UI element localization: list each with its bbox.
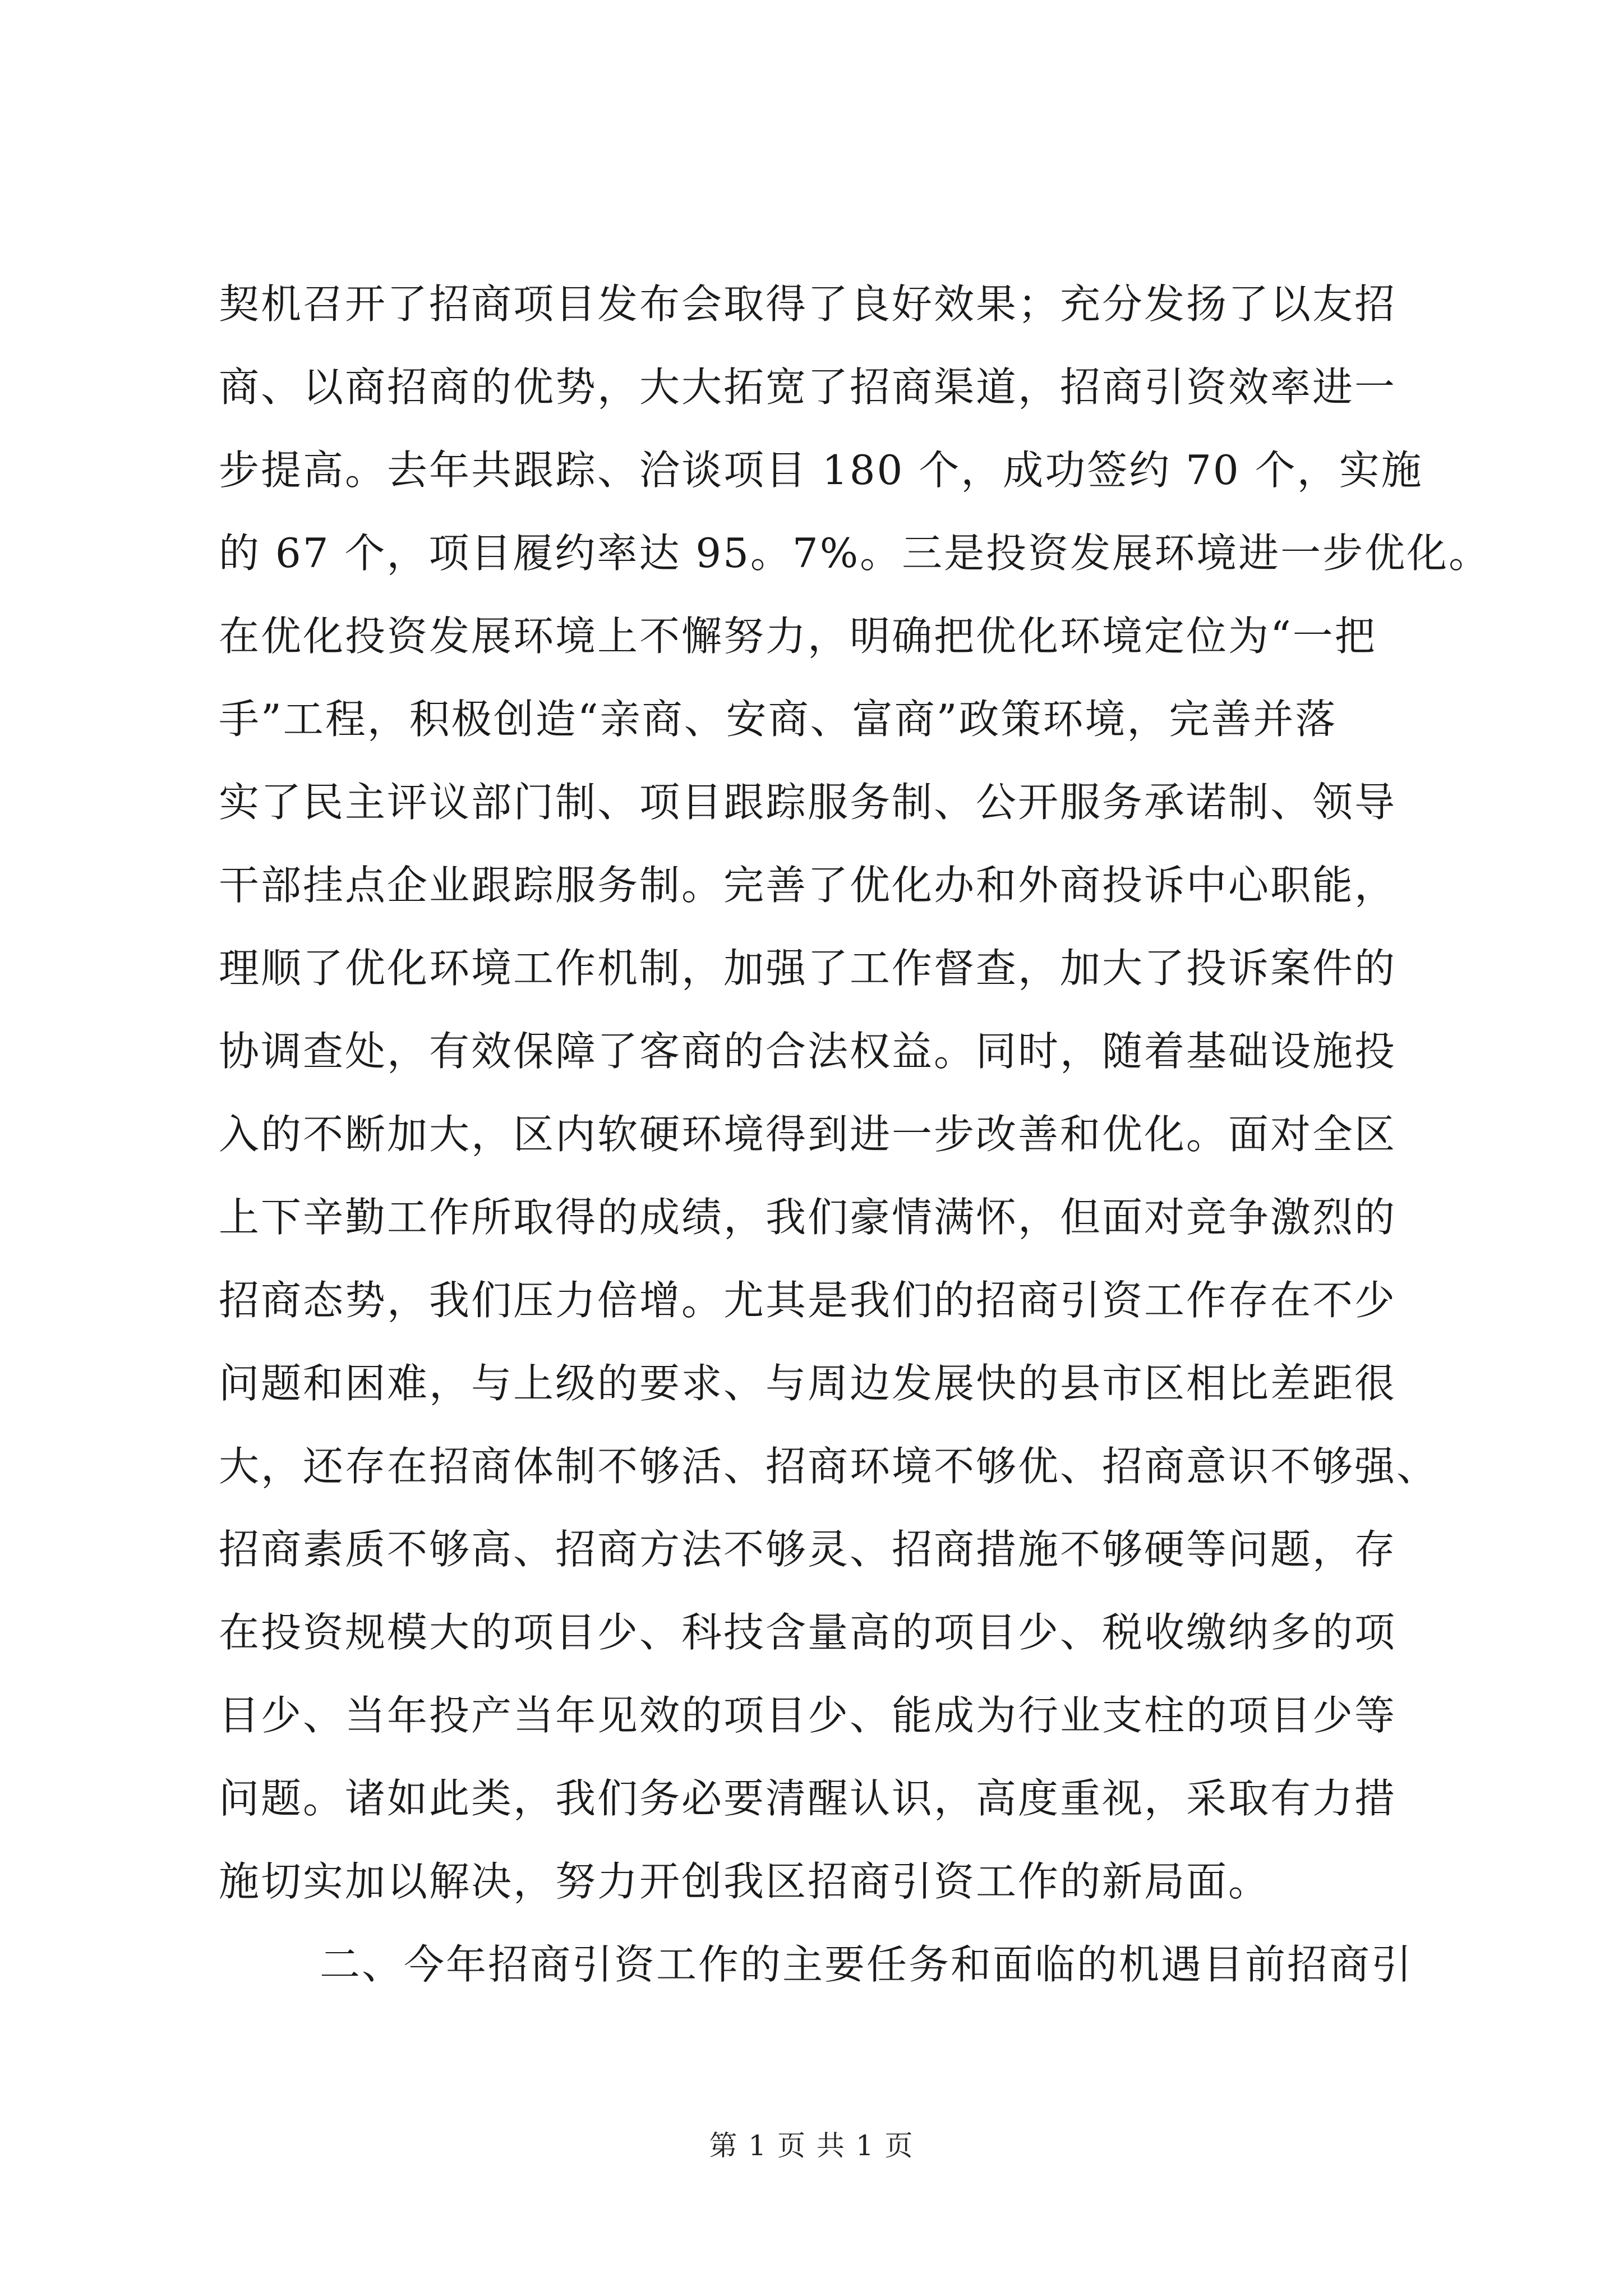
text-line: 入的不断加大，区内软硬环境得到进一步改善和优化。面对全区 bbox=[219, 1111, 1397, 1158]
text-line: 招商态势，我们压力倍增。尤其是我们的招商引资工作存在不少 bbox=[219, 1277, 1397, 1324]
page-number: 第 1 页 共 1 页 bbox=[709, 2129, 914, 2162]
text-line: 在投资规模大的项目少、科技含量高的项目少、税收缴纳多的项 bbox=[219, 1609, 1397, 1656]
text-line: 目少、当年投产当年见效的项目少、能成为行业支柱的项目少等 bbox=[219, 1692, 1397, 1739]
text-line: 的 67 个，项目履约率达 95。7%。三是投资发展环境进一步优化。 bbox=[219, 530, 1491, 577]
text-line: 干部挂点企业跟踪服务制。完善了优化办和外商投诉中心职能， bbox=[219, 862, 1397, 909]
text-line: 实了民主评议部门制、项目跟踪服务制、公开服务承诺制、领导 bbox=[219, 779, 1397, 826]
text-line: 步提高。去年共跟踪、洽谈项目 180 个，成功签约 70 个，实施 bbox=[219, 447, 1423, 494]
text-line: 问题和困难，与上级的要求、与周边发展快的县市区相比差距很 bbox=[219, 1360, 1397, 1407]
text-line: 协调查处，有效保障了客商的合法权益。同时，随着基础设施投 bbox=[219, 1028, 1397, 1075]
body-text bbox=[219, 263, 1491, 2006]
text-line: 问题。诸如此类，我们务必要清醒认识，高度重视，采取有力措 bbox=[219, 1775, 1397, 1822]
text-line: 大，还存在招商体制不够活、招商环境不够优、招商意识不够强、 bbox=[219, 1443, 1439, 1490]
text-line: 契机召开了招商项目发布会取得了良好效果；充分发扬了以友招 bbox=[219, 280, 1397, 328]
text-line: 商、以商招商的优势，大大拓宽了招商渠道，招商引资效率进一 bbox=[219, 364, 1397, 411]
page-footer bbox=[0, 2126, 1623, 2165]
text-line: 招商素质不够高、招商方法不够灵、招商措施不够硬等问题，存 bbox=[219, 1526, 1397, 1573]
text-line: 手”工程，积极创造“亲商、安商、富商”政策环境，完善并落 bbox=[219, 696, 1338, 743]
text-line: 施切实加以解决，努力开创我区招商引资工作的新局面。 bbox=[219, 1858, 1271, 1905]
section-heading: 二、今年招商引资工作的主要任务和面临的机遇目前招商引 bbox=[320, 1941, 1414, 1988]
text-line: 理顺了优化环境工作机制，加强了工作督查，加大了投诉案件的 bbox=[219, 945, 1397, 992]
text-line: 在优化投资发展环境上不懈努力，明确把优化环境定位为“一把 bbox=[219, 613, 1377, 660]
text-line: 上下辛勤工作所取得的成绩，我们豪情满怀，但面对竞争激烈的 bbox=[219, 1194, 1397, 1241]
